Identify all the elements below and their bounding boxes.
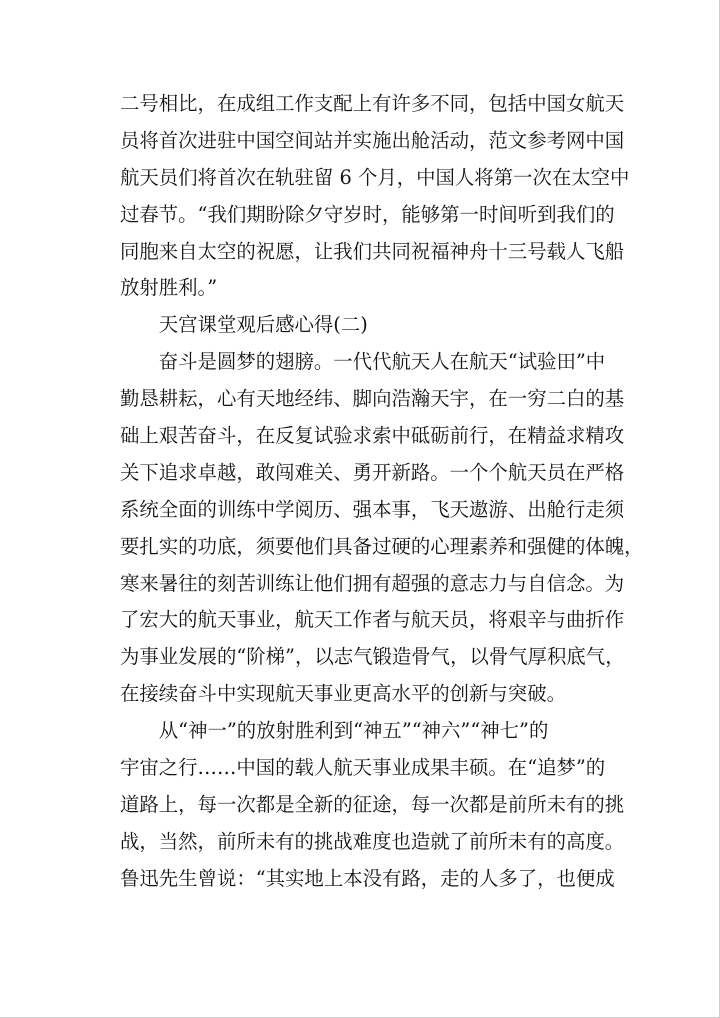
text-line: 战，当然，前所未有的挑战难度也造就了前所未有的高度。 bbox=[120, 829, 625, 853]
text-line: 在接续奋斗中实现航天事业更高水平的创新与突破。 bbox=[120, 682, 566, 706]
text-line: 要扎实的功底，须要他们具备过硬的心理素养和强健的体魄， bbox=[120, 534, 644, 558]
text-line: 了宏大的航天事业，航天工作者与航天员，将艰辛与曲折作 bbox=[120, 608, 625, 632]
text-line: 关下追求卓越，敢闯难关、勇开新路。一个个航天员在严格 bbox=[120, 460, 625, 484]
section-heading: 天宫课堂观后感心得(二) bbox=[120, 313, 368, 337]
text-line: 系统全面的训练中学阅历、强本事，飞天遨游、出舱行走须 bbox=[120, 497, 625, 521]
text-line: 放射胜利。” bbox=[120, 276, 218, 300]
text-line: 二号相比，在成组工作支配上有许多不同，包括中国女航天 bbox=[120, 92, 625, 115]
text-line: 寒来暑往的刻苦训练让他们拥有超强的意志力与自信念。为 bbox=[120, 571, 625, 595]
text-line: 同胞来自太空的祝愿，让我们共同祝福神舟十三号载人飞船 bbox=[120, 239, 625, 263]
text-line: 础上艰苦奋斗，在反复试验求索中砥砺前行，在精益求精攻 bbox=[120, 424, 625, 448]
body-text bbox=[120, 86, 644, 898]
text-line: 宇宙之行……中国的载人航天事业成果丰硕。在“追梦”的 bbox=[120, 756, 606, 780]
text-line: 道路上，每一次都是全新的征途，每一次都是前所未有的挑 bbox=[120, 792, 625, 816]
text-line: 鲁迅先生曾说：“其实地上本没有路，走的人多了，也便成 bbox=[120, 866, 615, 890]
text-line: 奋斗是圆梦的翅膀。一代代航天人在航天“试验田”中 bbox=[120, 350, 606, 374]
text-line: 从“神一”的放射胜利到“神五”“神六”“神七”的 bbox=[120, 719, 549, 743]
text-line: 员将首次进驻中国空间站并实施出舱活动，范文参考网中国 bbox=[120, 128, 625, 152]
text-line: 勤恳耕耘，心有天地经纬、脚向浩瀚天宇，在一穷二白的基 bbox=[120, 387, 625, 411]
text-line: 航天员们将首次在轨驻留 6 个月，中国人将第一次在太空中 bbox=[120, 165, 630, 189]
text-line: 过春节。“我们期盼除夕守岁时，能够第一时间听到我们的 bbox=[120, 202, 615, 226]
text-line: 为事业发展的“阶梯”，以志气锻造骨气，以骨气厚积底气， bbox=[120, 645, 625, 669]
